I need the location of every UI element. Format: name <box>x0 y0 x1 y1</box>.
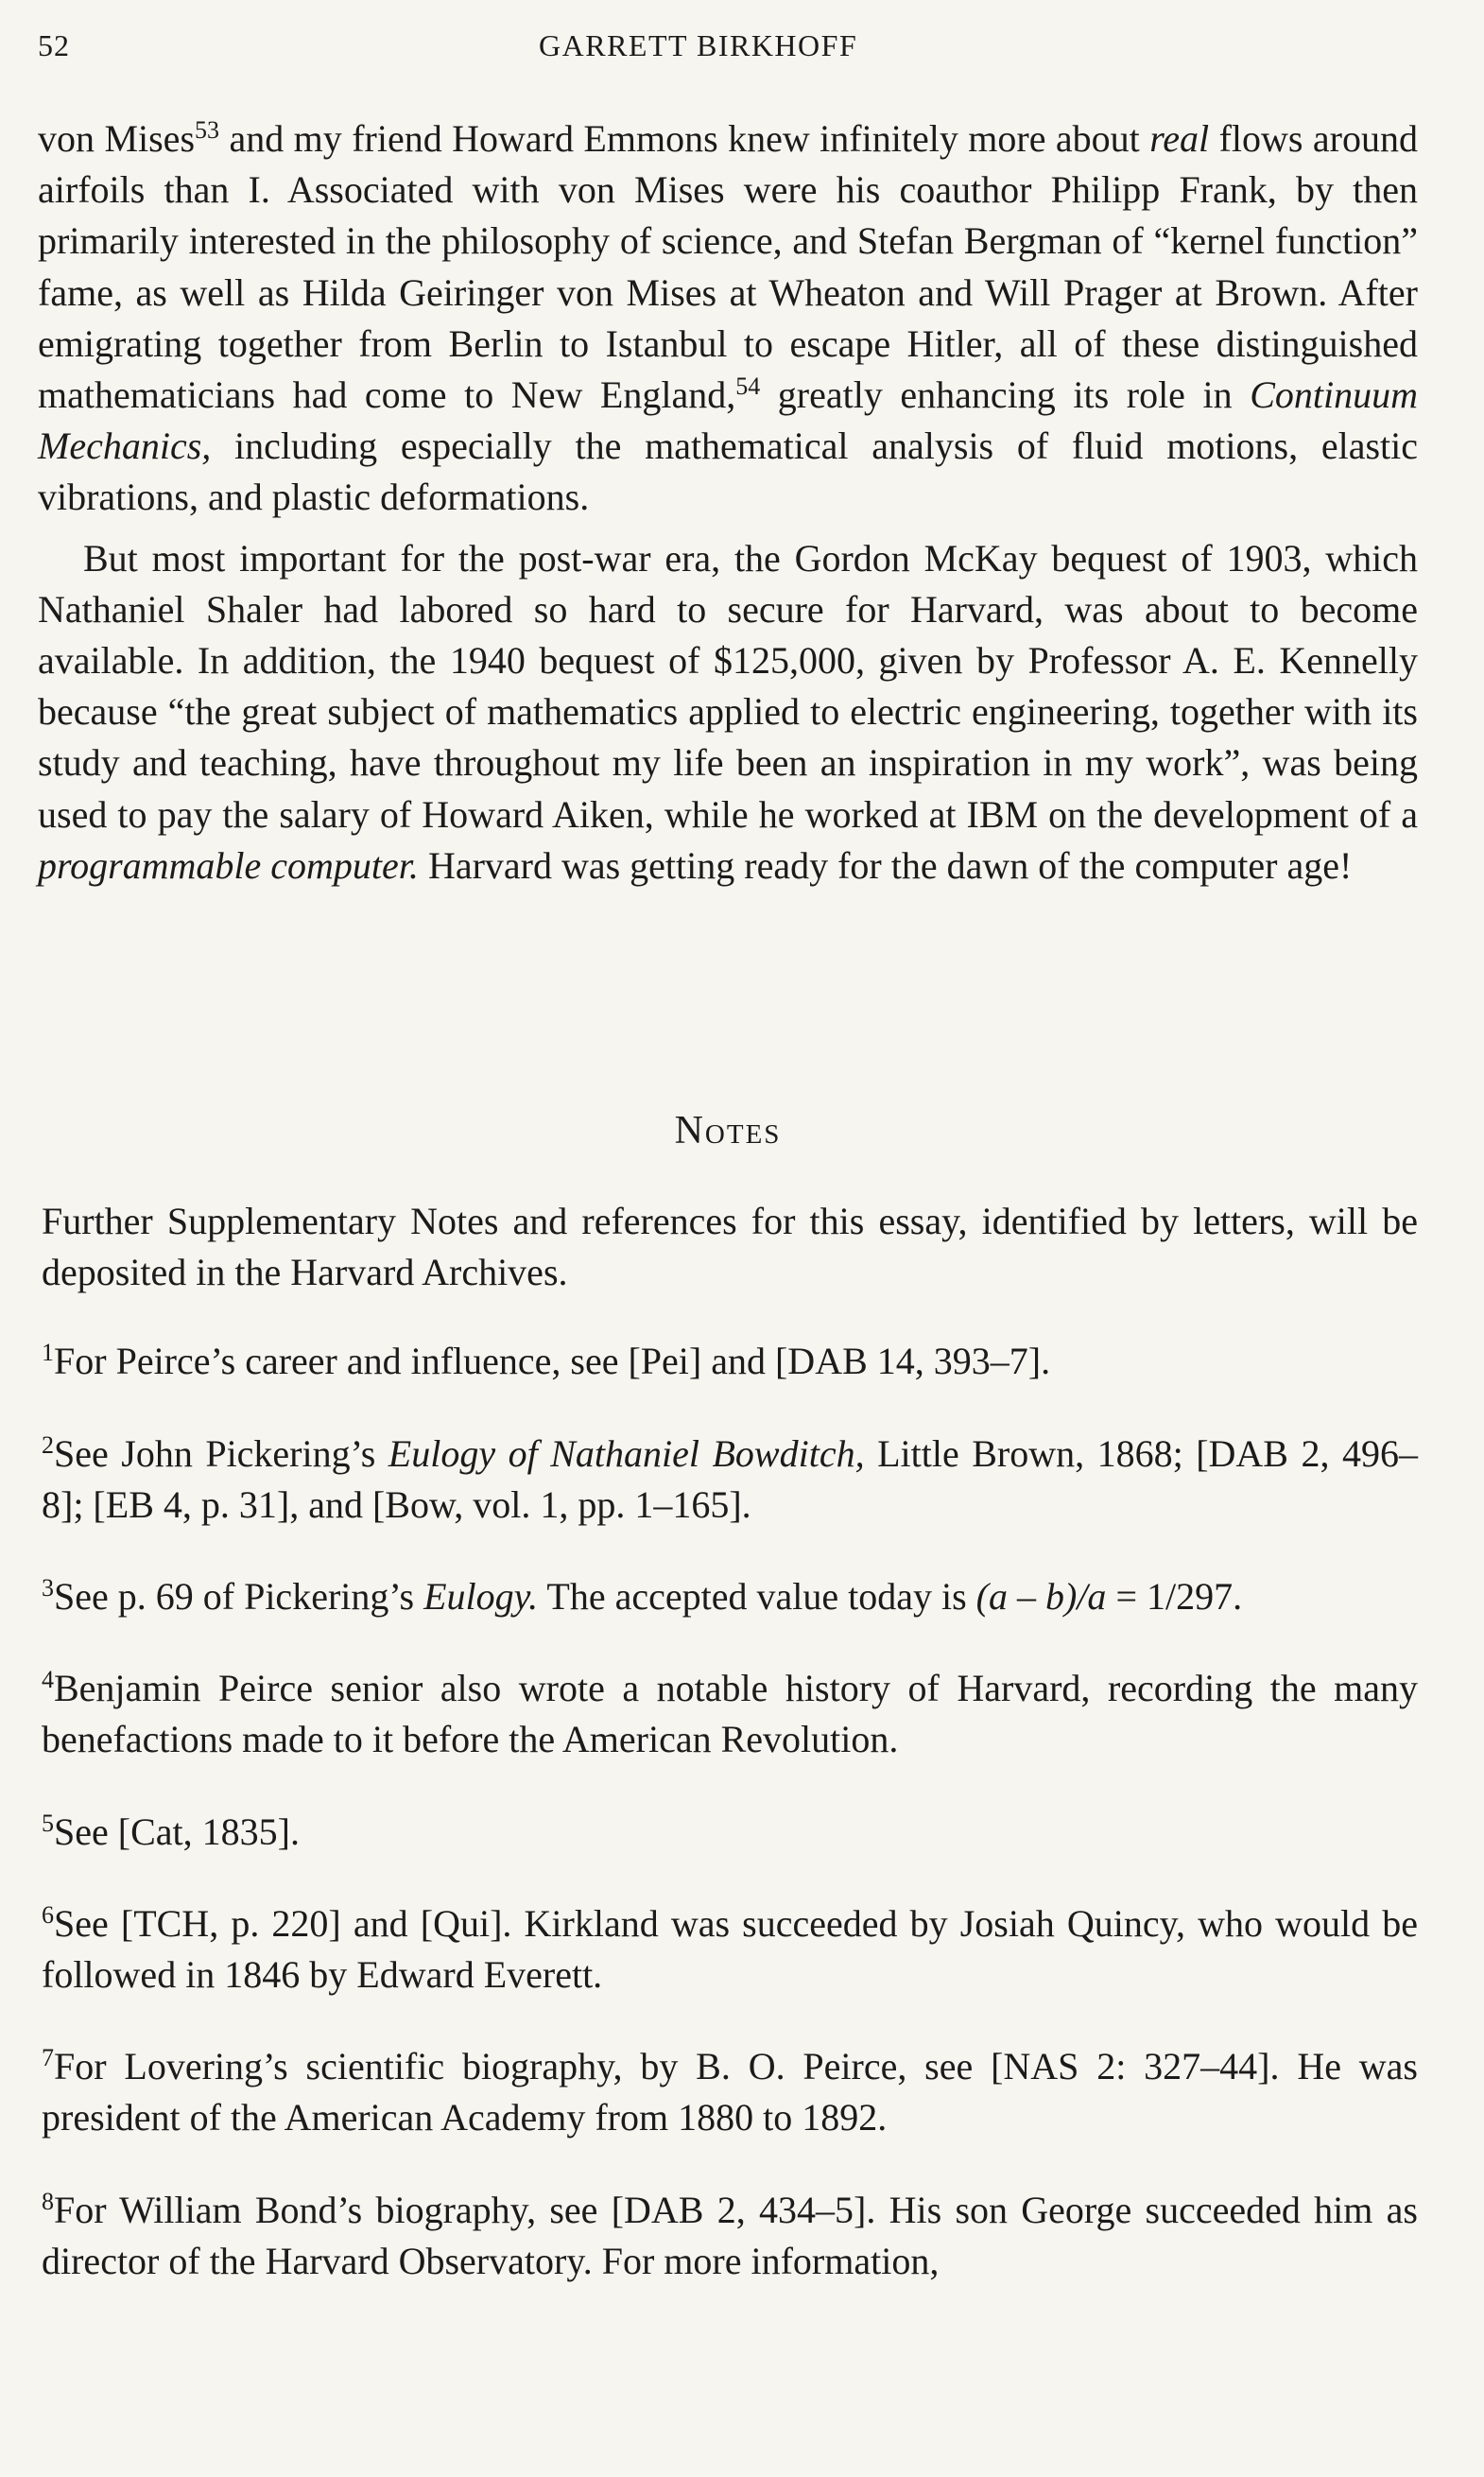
note-text: The accepted value today is <box>538 1575 976 1619</box>
italic-run: Eulogy. <box>423 1575 539 1619</box>
note-text: For William Bond’s biography, see [DAB 2, 434–5]. His son George succeeded him as director of the Harvard Observatory. For more information, <box>42 2188 1418 2282</box>
note-6 <box>42 1898 1418 2001</box>
note-number: 1 <box>42 1339 54 1367</box>
note-3 <box>42 1571 1418 1622</box>
text-run: But most important for the post-war era, the Gordon McKay bequest of 1903, which Nathaniel Shaler had labored so hard to secure for Harvard, was about to become available. In addition, the 1940 bequest of $125,000, given by Professor A. E. Kennelly because “the great subject of mathematics applied to electric engineering, together with its study and teaching, have throughout my life been an inspiration in my work”, was being used to pay the salary of Howard Aiken, while he worked at IBM on the development of a <box>38 536 1418 836</box>
note-text: See John Pickering’s <box>54 1431 388 1475</box>
note-2 <box>42 1429 1418 1531</box>
note-number: 4 <box>42 1666 54 1694</box>
note-7 <box>42 2041 1418 2143</box>
note-text: See p. 69 of Pickering’s <box>54 1575 424 1619</box>
note-8 <box>42 2185 1418 2287</box>
note-text: Benjamin Peirce senior also wrote a notable history of Harvard, recording the many benefactions made to it before the American Revolution. <box>42 1667 1418 1761</box>
text-run: von Mises <box>38 117 196 160</box>
note-4 <box>42 1663 1418 1765</box>
text-run: Harvard was getting ready for the dawn of the computer age! <box>418 843 1353 887</box>
text-run: greatly enhancing its role in <box>760 373 1251 417</box>
italic-run: Continuum Mechanics, <box>38 373 1418 468</box>
footnote-ref-54: 54 <box>735 372 761 401</box>
note-5 <box>42 1807 1418 1858</box>
paragraph-2 <box>38 533 1418 892</box>
running-head <box>38 28 1418 70</box>
footnote-ref-53: 53 <box>195 116 220 144</box>
note-text: Little Brown, 1868; [DAB 2, 496–8]; [EB 4, p. 31], and [Bow, vol. 1, pp. 1–165]. <box>42 1431 1418 1526</box>
body-text <box>38 113 1418 892</box>
text-run: including especially the mathematical analysis of fluid motions, elastic vibrations, and plastic deformations. <box>38 424 1418 519</box>
running-title: GARRETT BIRKHOFF <box>539 28 858 62</box>
book-page <box>38 0 1418 2477</box>
notes-section <box>42 1196 1418 2328</box>
italic-run: real <box>1149 117 1210 160</box>
note-text: See [Cat, 1835]. <box>54 1810 300 1853</box>
note-number: 5 <box>42 1809 54 1837</box>
paragraph-1 <box>38 113 1418 524</box>
note-number: 2 <box>42 1430 54 1459</box>
note-number: 7 <box>42 2044 54 2072</box>
italic-run: programmable computer. <box>38 843 419 887</box>
page-number: 52 <box>38 28 70 62</box>
text-run: and my friend Howard Emmons knew infinitely more about <box>219 117 1150 160</box>
note-text: = 1/297. <box>1106 1575 1243 1619</box>
formula: (a – b)/a <box>975 1575 1107 1619</box>
italic-run: Eulogy of Nathaniel Bowditch, <box>388 1431 865 1475</box>
notes-intro: Further Supplementary Notes and references for this essay, identified by letters, will be deposited in the Harvard Archives. <box>42 1200 1418 1294</box>
note-1 <box>42 1336 1418 1387</box>
notes-heading: Notes <box>674 1109 782 1152</box>
text-run: flows around airfoils than I. Associated with von Mises were his coauthor Philipp Frank, by then primarily interested in the philosophy of science, and Stefan Bergman of “kernel function” fame, as well as Hilda Geiringer von Mises at Wheaton and Will Prager at Brown. After emigrating together from Berlin to Istanbul to escape Hitler, all of these distinguished mathematicians had come to New England, <box>38 117 1418 417</box>
note-text: See [TCH, p. 220] and [Qui]. Kirkland was succeeded by Josiah Quincy, who would be followed in 1846 by Edward Everett. <box>42 1901 1418 1997</box>
note-text: For Peirce’s career and influence, see [Pei] and [DAB 14, 393–7]. <box>54 1340 1051 1383</box>
note-number: 3 <box>42 1574 54 1602</box>
note-text: For Lovering’s scientific biography, by B. O. Peirce, see [NAS 2: 327–44]. He was president of the American Academy from 1880 to 1892. <box>42 2045 1418 2139</box>
note-number: 6 <box>42 1900 54 1929</box>
note-number: 8 <box>42 2187 54 2215</box>
